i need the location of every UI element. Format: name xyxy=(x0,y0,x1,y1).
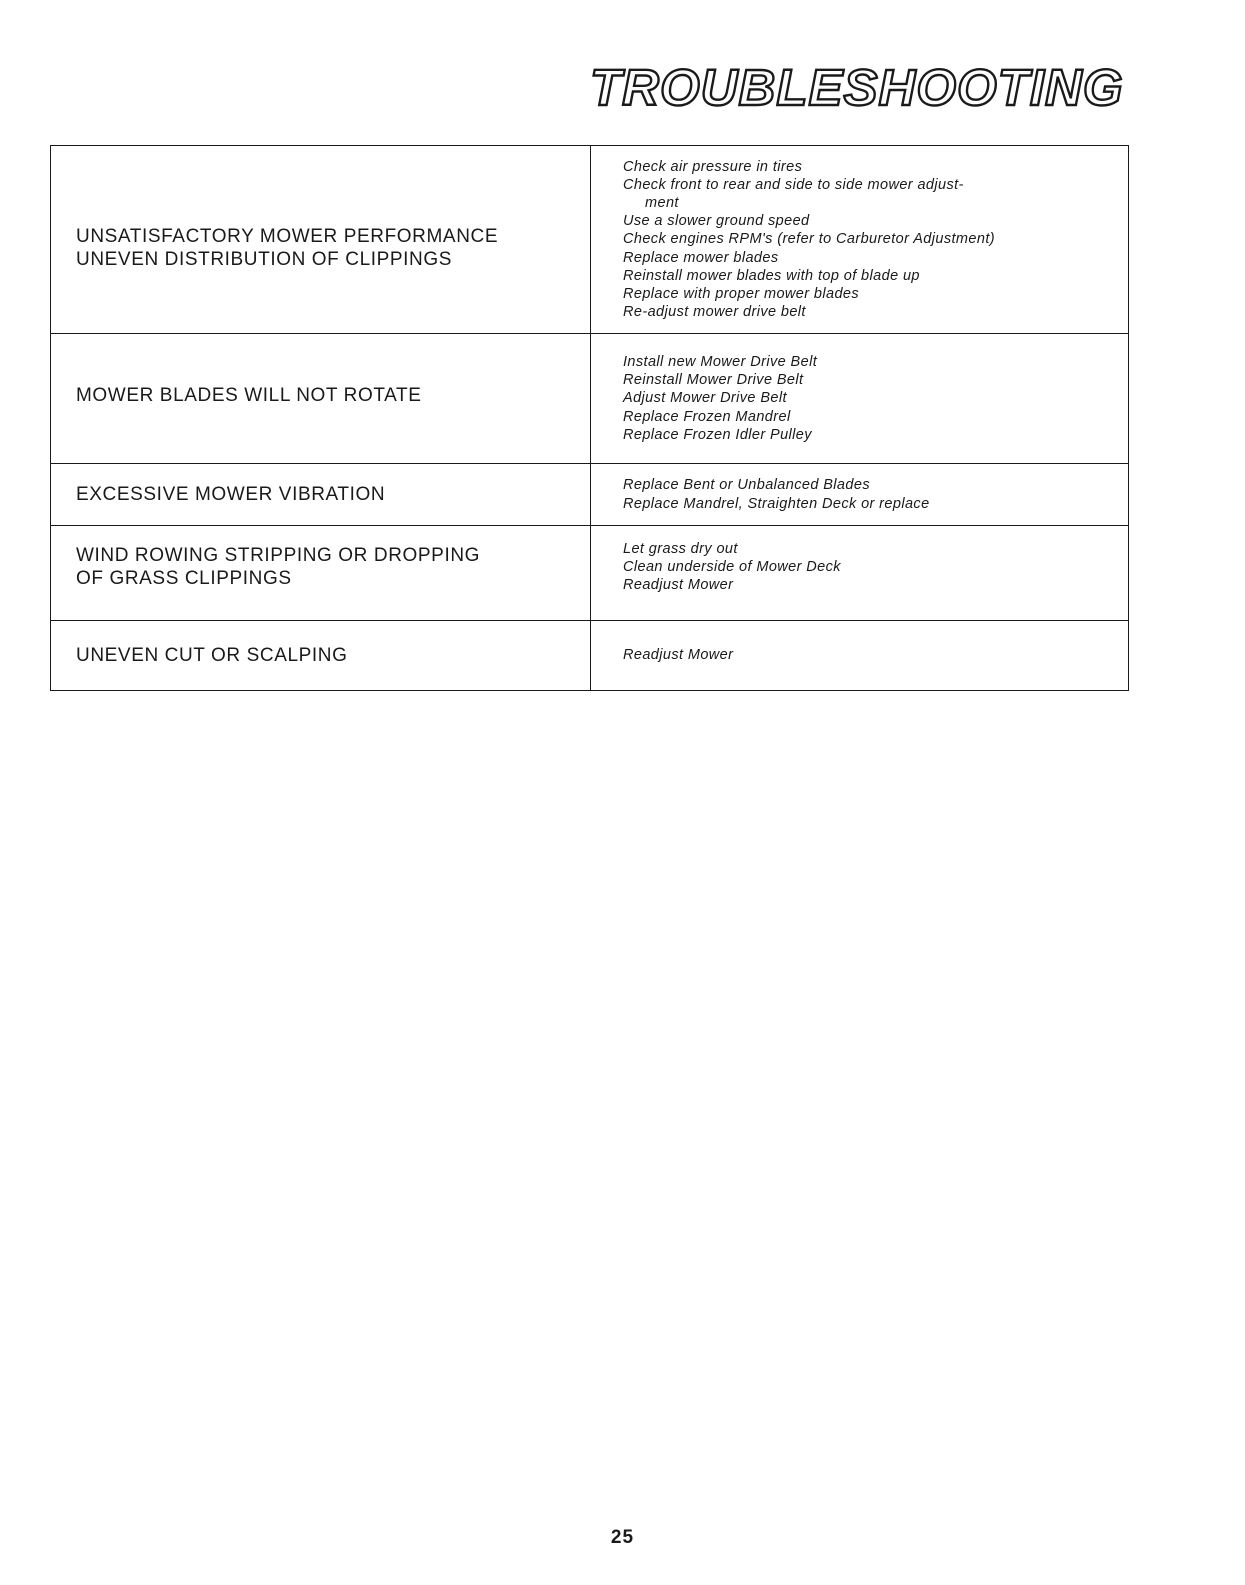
remedy-item: Check air pressure in tires xyxy=(623,158,803,175)
problem-text: OF GRASS CLIPPINGS xyxy=(76,568,292,589)
remedy-cell xyxy=(591,621,1129,691)
problem-text: MOWER BLADES WILL NOT ROTATE xyxy=(76,385,422,406)
remedy-item: Replace Frozen Idler Pulley xyxy=(623,426,812,443)
remedy-cell xyxy=(591,146,1129,334)
remedy-item: Replace Mandrel, Straighten Deck or replace xyxy=(623,495,930,512)
problem-cell xyxy=(51,464,591,526)
remedy-item: Replace Bent or Unbalanced Blades xyxy=(623,477,870,494)
remedy-item: Adjust Mower Drive Belt xyxy=(623,390,787,407)
page-number: 25 xyxy=(610,1527,635,1548)
table-row xyxy=(51,526,1129,621)
problem-text: UNEVEN CUT OR SCALPING xyxy=(76,645,348,666)
problem-text: UNSATISFACTORY MOWER PERFORMANCE xyxy=(76,225,499,247)
remedy-cell xyxy=(591,464,1129,526)
remedy-item: Replace Frozen Mandrel xyxy=(623,408,791,425)
remedy-item: Reinstall Mower Drive Belt xyxy=(623,372,804,389)
remedy-item: Replace with proper mower blades xyxy=(623,286,860,302)
remedy-item: Re-adjust mower drive belt xyxy=(623,304,806,321)
remedy-item: Readjust Mower xyxy=(623,577,734,594)
remedy-cell xyxy=(591,334,1129,464)
remedy-cell xyxy=(591,526,1129,621)
problem-cell xyxy=(51,146,591,334)
remedy-item: Check engines RPM's (refer to Carburetor Adjustment) xyxy=(623,231,995,248)
table-row xyxy=(51,334,1129,464)
problem-cell xyxy=(51,526,591,621)
remedy-item: Let grass dry out xyxy=(623,540,738,557)
remedy-item: Check front to rear and side to side mower adjust- xyxy=(623,176,964,193)
remedy-item: Use a slower ground speed xyxy=(623,213,810,230)
remedy-item: Install new Mower Drive Belt xyxy=(623,353,818,370)
remedy-item: Readjust Mower xyxy=(623,647,734,664)
problem-text: UNEVEN DISTRIBUTION OF CLIPPINGS xyxy=(76,248,453,270)
table-row xyxy=(51,464,1129,526)
problem-cell xyxy=(51,334,591,464)
remedy-item: ment xyxy=(645,194,679,211)
troubleshooting-table xyxy=(50,145,1129,691)
remedy-item: Replace mower blades xyxy=(623,249,779,266)
problem-text: WIND ROWING STRIPPING OR DROPPING xyxy=(76,545,481,566)
problem-text: EXCESSIVE MOWER VIBRATION xyxy=(76,484,386,505)
remedy-item: Clean underside of Mower Deck xyxy=(623,558,841,575)
problem-cell xyxy=(51,621,591,691)
remedy-item: Reinstall mower blades with top of blade up xyxy=(623,267,920,284)
page-title: TROUBLESHOOTING xyxy=(590,59,1124,116)
table-row xyxy=(51,621,1129,691)
table-row xyxy=(51,146,1129,334)
